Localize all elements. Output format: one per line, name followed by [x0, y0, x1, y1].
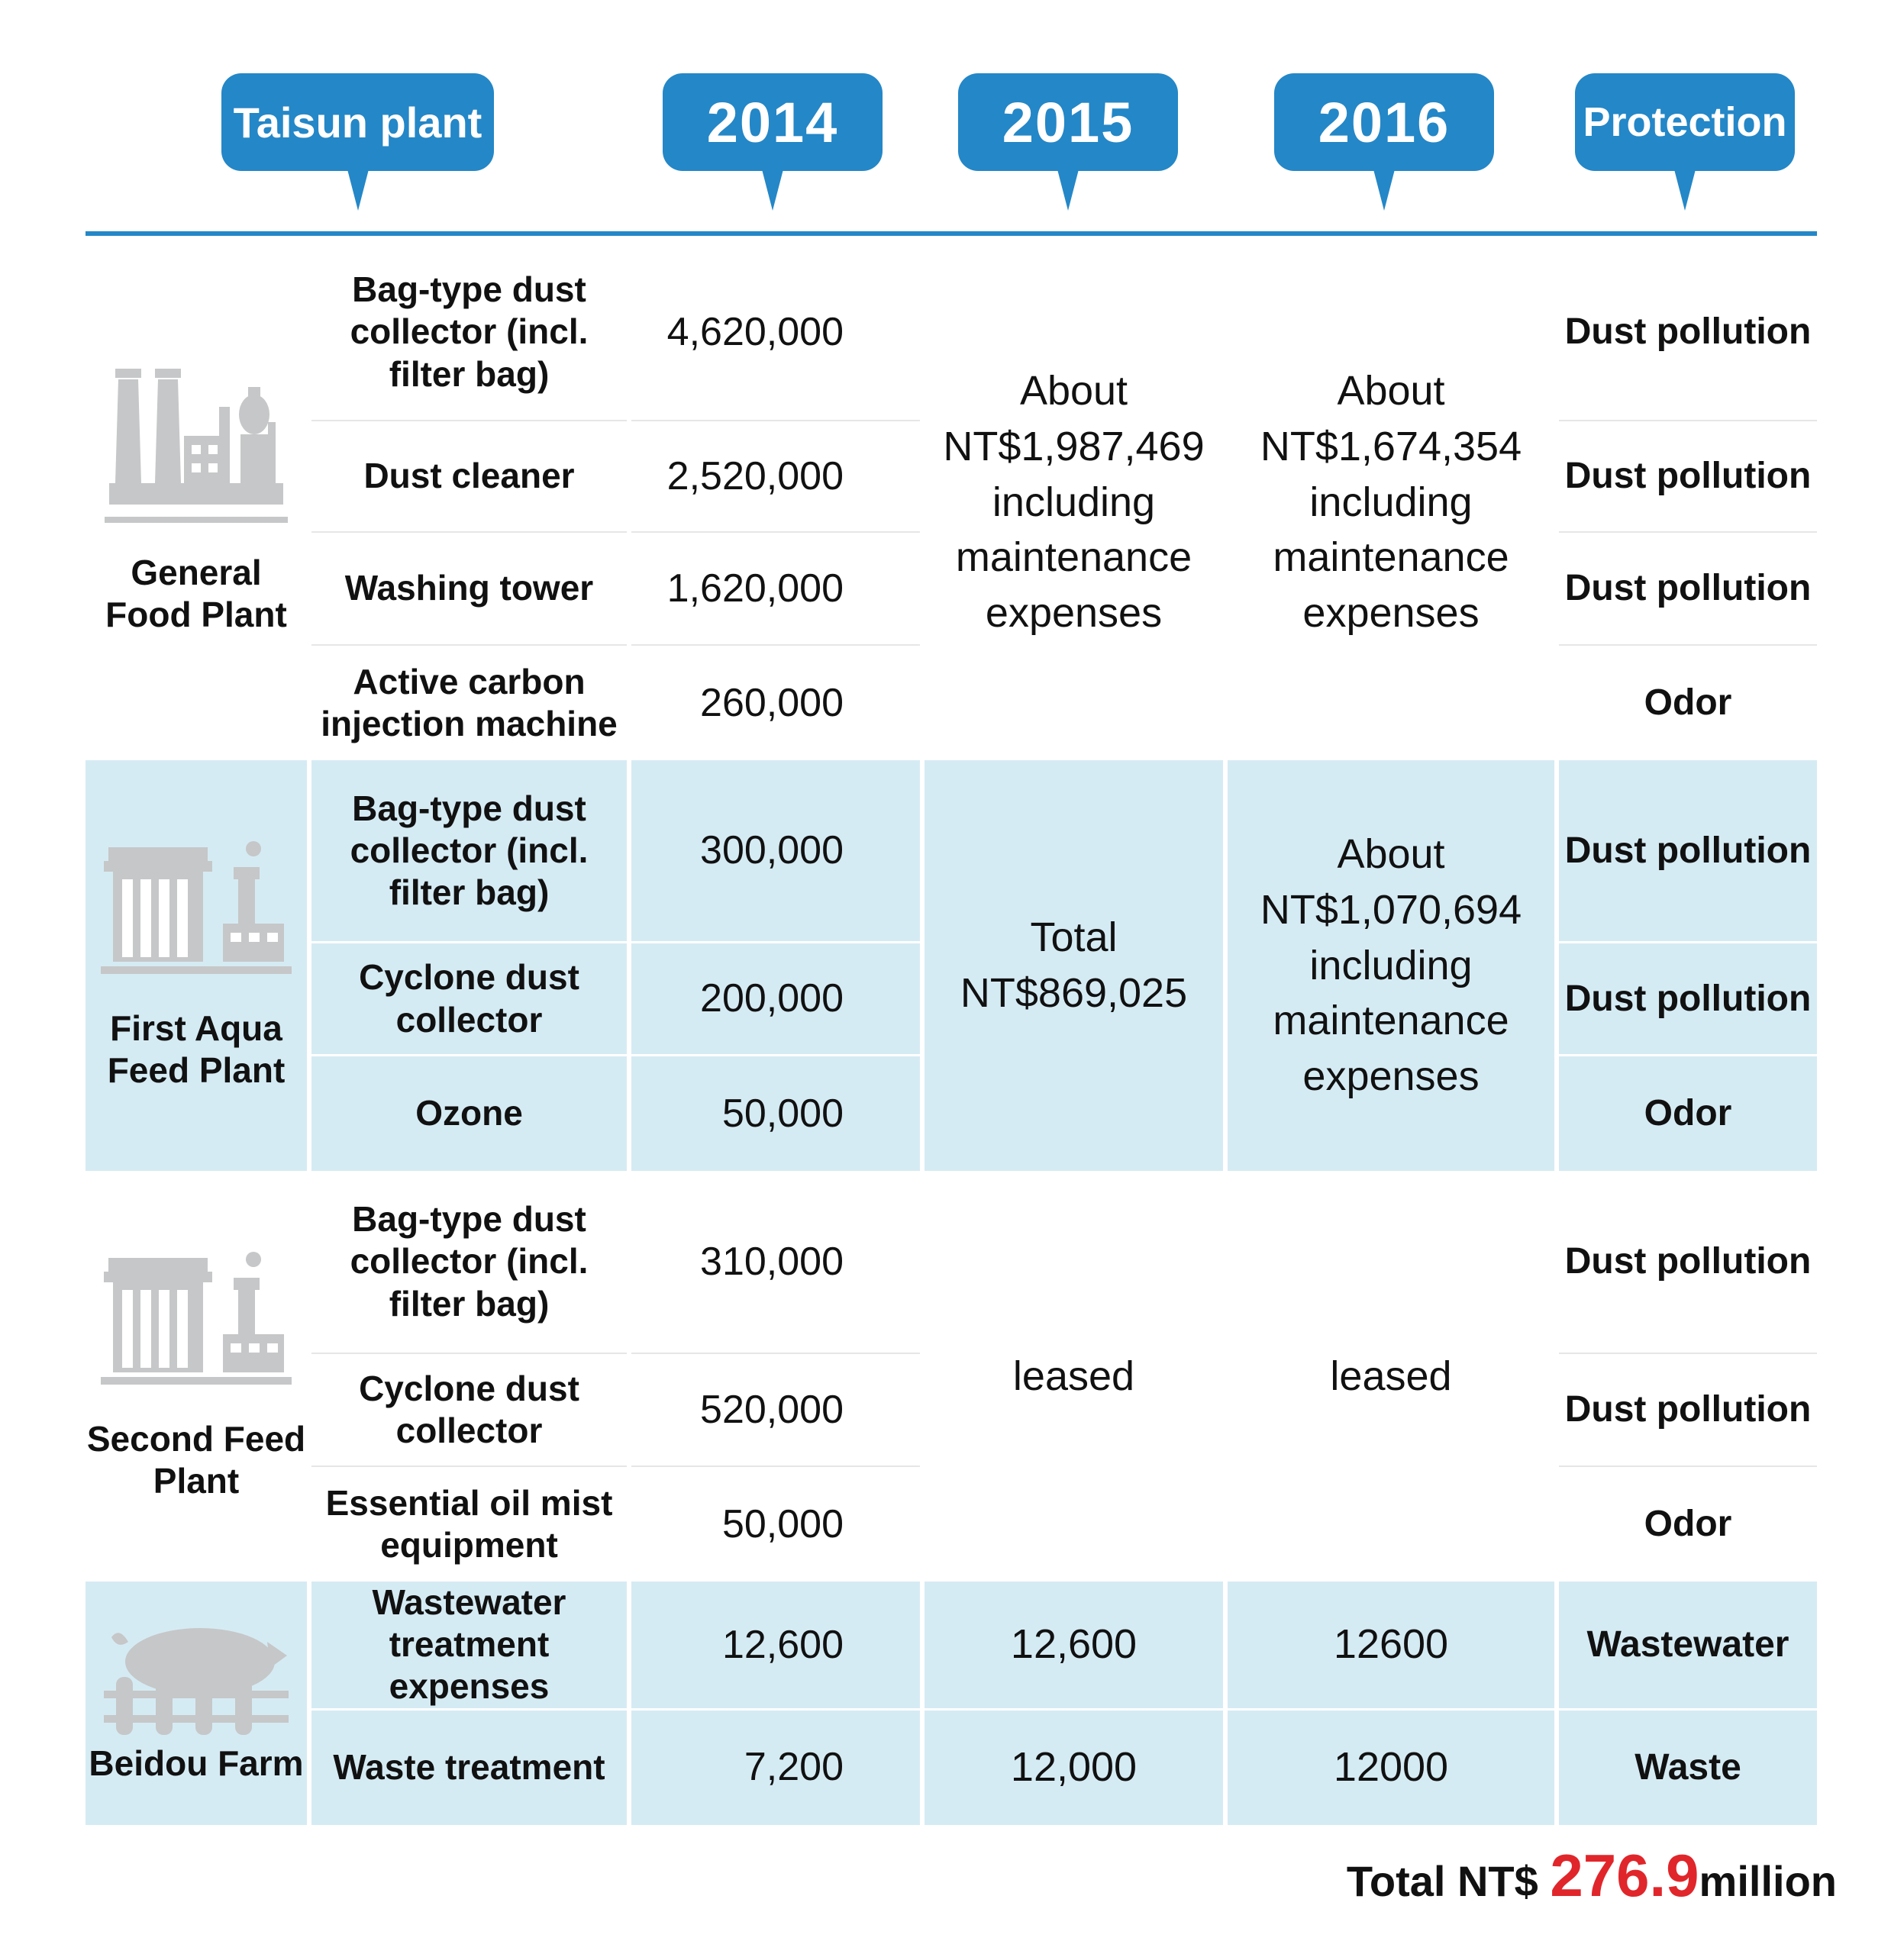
environmental-expense-table: [86, 244, 1817, 1825]
equipment-name: Essential oil mist equipment: [325, 1482, 613, 1565]
pig-farm-icon: [101, 1622, 292, 1736]
bubble-tail: [347, 169, 369, 211]
equipment-name: Bag-type dust collector (incl. filter bag): [311, 244, 627, 421]
plant-beidou-farm: [86, 1582, 307, 1825]
cost-2016-general: About NT$1,674,354 including maintenance expenses: [1260, 367, 1522, 637]
protection-type: Dust pollution: [1559, 760, 1817, 943]
cost-2014: 7,200: [631, 1711, 920, 1825]
plant-name: General Food Plant: [105, 552, 287, 634]
cost-2015-aqua: Total NT$869,025: [925, 760, 1223, 1171]
cost-2014: 12,600: [631, 1582, 920, 1711]
total-prefix: Total NT$: [1346, 1857, 1538, 1905]
header-2014-label: [663, 73, 883, 171]
cost-2014: 520,000: [631, 1354, 920, 1467]
bubble-tail: [762, 169, 783, 211]
table-row: [86, 1711, 1817, 1825]
protection-type: Odor: [1644, 1504, 1732, 1545]
total-amount: 276.9: [1550, 1842, 1699, 1909]
bubble-tail: [1674, 169, 1696, 211]
cost-2014: 2,520,000: [631, 421, 920, 533]
cost-2016-second: leased: [1330, 1353, 1452, 1399]
header-protection-text: Protection: [1583, 99, 1787, 145]
table-header: [0, 0, 1904, 244]
protection-type: Odor: [1559, 1056, 1817, 1171]
bubble-tail: [1373, 169, 1395, 211]
protection-type: Dust pollution: [1559, 1171, 1817, 1354]
factory-icon: [105, 369, 288, 529]
equipment-name: Waste treatment: [311, 1711, 627, 1825]
plant-name: First Aqua Feed Plant: [107, 1008, 286, 1090]
table-row: [86, 244, 1817, 421]
cost-2016: 12600: [1228, 1582, 1554, 1711]
feed-plant-icon: [101, 1250, 292, 1395]
cost-2014: 310,000: [631, 1171, 920, 1354]
protection-type: Dust pollution: [1559, 421, 1817, 533]
cost-2014: 200,000: [631, 943, 920, 1056]
table-row: [86, 1171, 1817, 1354]
grand-total: [1347, 1841, 1837, 1910]
protection-type: Dust pollution: [1559, 533, 1817, 646]
cost-2014: 50,000: [721, 1501, 844, 1546]
header-2015-text: 2015: [1002, 90, 1134, 154]
cost-2016-aqua: About NT$1,070,694 including maintenance expenses: [1228, 760, 1554, 1171]
cost-2014: 4,620,000: [631, 244, 920, 421]
cost-2015-second: leased: [1012, 1353, 1135, 1399]
protection-type: Wastewater: [1559, 1582, 1817, 1711]
protection-type: Odor: [1644, 682, 1732, 724]
cost-2016: 12000: [1228, 1711, 1554, 1825]
bubble-tail: [1057, 169, 1079, 211]
cost-2014: 300,000: [631, 760, 920, 943]
equipment-name: Bag-type dust collector (incl. filter bag): [311, 1171, 627, 1354]
header-2014-text: 2014: [706, 90, 839, 154]
total-unit: million: [1699, 1857, 1837, 1905]
protection-type: Dust pollution: [1559, 1354, 1817, 1467]
cost-2015-general: About NT$1,987,469 including maintenance expenses: [943, 367, 1205, 637]
cost-2015: 12,000: [925, 1711, 1223, 1825]
equipment-name: Cyclone dust collector: [311, 943, 627, 1056]
plant-general-food: [86, 244, 307, 760]
equipment-name: Dust cleaner: [311, 421, 627, 533]
table-row: [86, 760, 1817, 943]
cost-2014: 50,000: [631, 1056, 920, 1171]
cost-2014: 260,000: [700, 680, 844, 725]
header-protection-label: [1575, 73, 1795, 171]
header-plant-label: [221, 73, 494, 171]
protection-type: Waste: [1559, 1711, 1817, 1825]
header-2015-label: [958, 73, 1178, 171]
plant-name: Beidou Farm: [89, 1743, 304, 1783]
plant-first-aqua-feed: [86, 760, 307, 1171]
table-row: [86, 1582, 1817, 1711]
header-2016-label: [1274, 73, 1494, 171]
protection-type: Dust pollution: [1559, 943, 1817, 1056]
equipment-name: Ozone: [311, 1056, 627, 1171]
header-plant-text: Taisun plant: [233, 98, 482, 147]
equipment-name: Washing tower: [311, 533, 627, 646]
cost-2015: 12,600: [925, 1582, 1223, 1711]
cost-2014: 1,620,000: [631, 533, 920, 646]
header-2016-text: 2016: [1318, 90, 1451, 154]
plant-name: Second Feed Plant: [86, 1418, 306, 1501]
plant-second-feed: [86, 1171, 307, 1582]
equipment-name: Active carbon injection machine: [321, 661, 618, 743]
equipment-name: Wastewater treatment expenses: [311, 1582, 627, 1711]
protection-type: Dust pollution: [1559, 244, 1817, 421]
feed-plant-icon: [101, 840, 292, 985]
equipment-name: Bag-type dust collector (incl. filter bag): [311, 760, 627, 943]
equipment-name: Cyclone dust collector: [311, 1354, 627, 1467]
header-divider: [86, 231, 1817, 236]
